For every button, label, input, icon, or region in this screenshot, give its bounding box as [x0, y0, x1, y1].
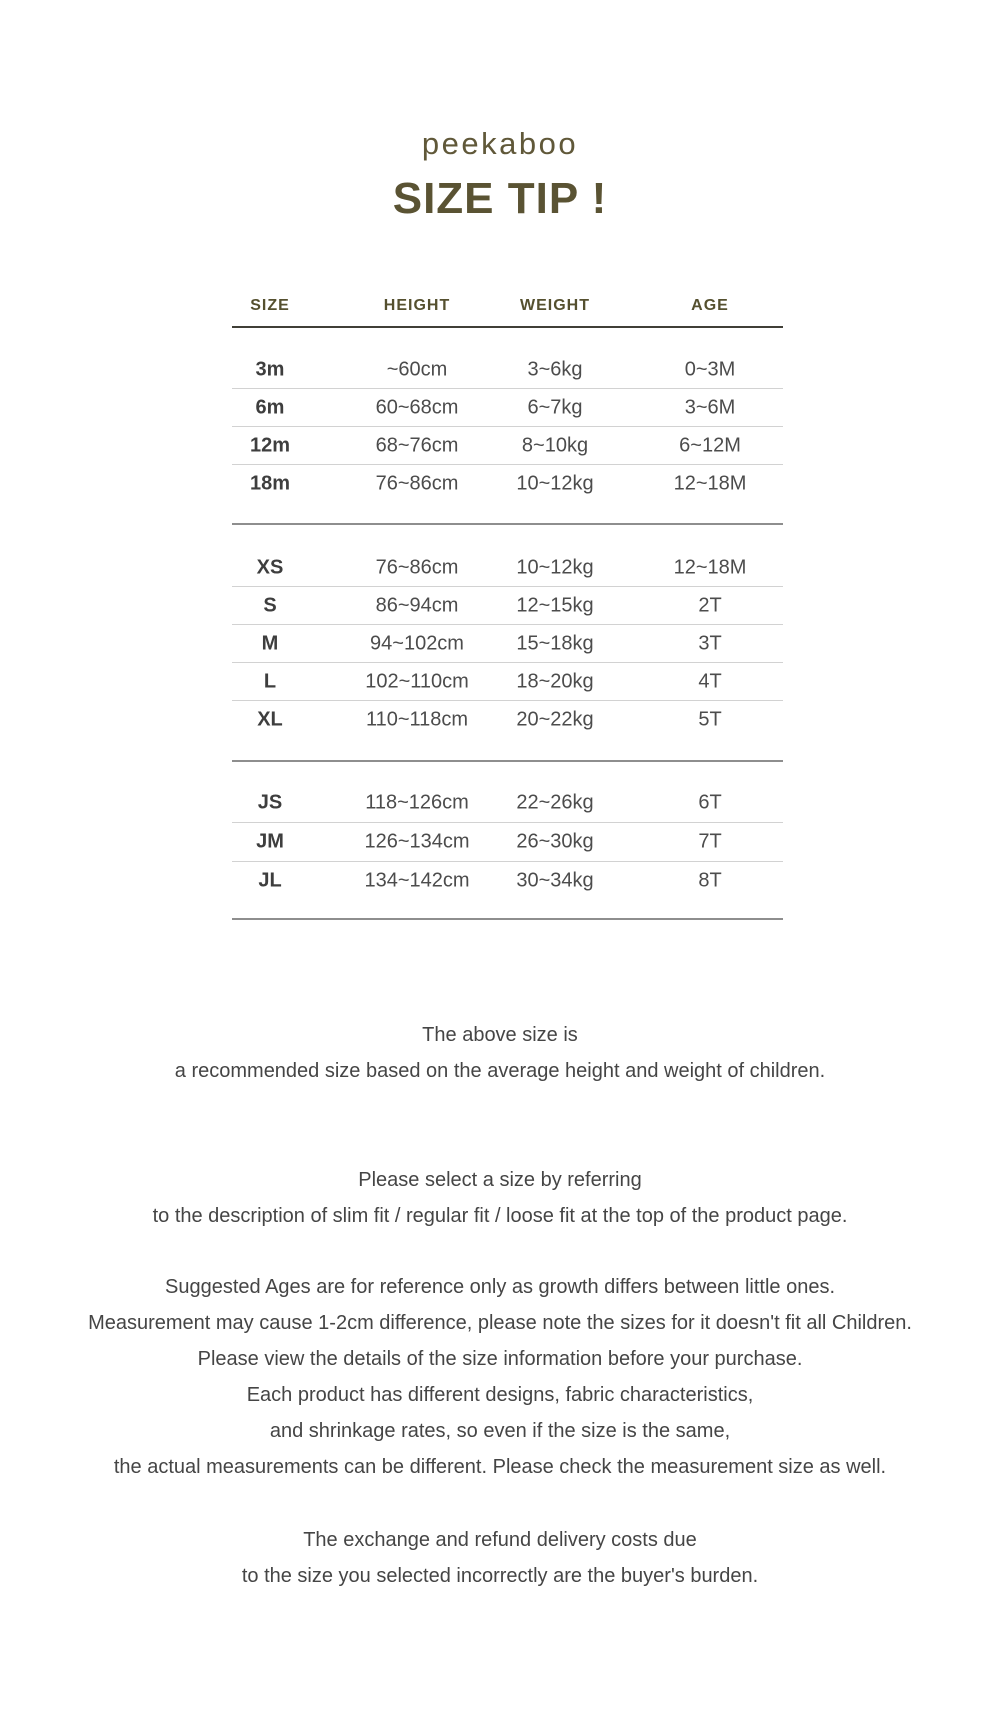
- height-cell: 110~118cm: [365, 708, 469, 730]
- height-cell: 60~68cm: [375, 396, 459, 418]
- height-cell: 126~134cm: [364, 830, 470, 853]
- table-group-3: [232, 762, 783, 900]
- note-paragraph: [0, 1017, 1000, 1089]
- table-row: [232, 549, 783, 587]
- table-body: [232, 328, 783, 920]
- size-cell: S: [263, 594, 277, 616]
- height-cell: 94~102cm: [370, 632, 464, 654]
- note-line: Please select a size by referring: [358, 1169, 642, 1191]
- note-line: The above size is: [422, 1024, 578, 1046]
- height-cell: 134~142cm: [364, 869, 470, 892]
- weight-cell: 6~7kg: [527, 396, 583, 418]
- page-title: SIZE TIP !: [392, 174, 608, 223]
- note-line: to the size you selected incorrectly are the buyer's burden.: [241, 1565, 759, 1587]
- height-cell: 118~126cm: [365, 791, 469, 814]
- table-row: [232, 351, 783, 389]
- size-cell: XL: [257, 708, 283, 730]
- note-line: Suggested Ages are for reference only as growth differs between little ones.: [164, 1276, 836, 1298]
- column-header-height: HEIGHT: [383, 297, 451, 314]
- age-cell: 8T: [698, 869, 722, 892]
- table-row: [232, 389, 783, 427]
- table-row: [232, 823, 783, 862]
- table-group-1: [232, 328, 783, 502]
- table-row: [232, 587, 783, 625]
- age-cell: 3~6M: [684, 396, 736, 418]
- age-cell: 2T: [698, 594, 722, 616]
- size-cell: JS: [257, 791, 283, 814]
- age-cell: 6T: [698, 791, 722, 814]
- size-table: [232, 286, 783, 920]
- note-line: a recommended size based on the average height and weight of children.: [174, 1060, 826, 1082]
- table-row: [232, 701, 783, 738]
- height-cell: 68~76cm: [375, 434, 459, 456]
- size-cell: 6m: [255, 396, 285, 418]
- note-paragraph: [0, 1269, 1000, 1485]
- size-cell: M: [261, 632, 279, 654]
- note-paragraph: [0, 1162, 1000, 1234]
- weight-cell: 20~22kg: [516, 708, 594, 730]
- note-paragraph: [0, 1522, 1000, 1594]
- column-header-size: SIZE: [250, 297, 290, 314]
- weight-cell: 3~6kg: [527, 358, 583, 380]
- size-cell: JM: [256, 830, 284, 853]
- table-header-row: [232, 286, 783, 328]
- height-cell: 86~94cm: [375, 594, 459, 616]
- weight-cell: 26~30kg: [516, 830, 594, 853]
- size-cell: 12m: [249, 434, 291, 456]
- age-cell: 7T: [698, 830, 722, 853]
- age-cell: 0~3M: [684, 358, 736, 380]
- note-line: and shrinkage rates, so even if the size is the same,: [269, 1420, 731, 1442]
- size-cell: L: [263, 670, 277, 692]
- section-divider: [232, 918, 783, 920]
- table-row: [232, 625, 783, 663]
- weight-cell: 30~34kg: [516, 869, 594, 892]
- table-row: [232, 427, 783, 465]
- table-row: [232, 663, 783, 701]
- weight-cell: 15~18kg: [516, 632, 594, 654]
- weight-cell: 10~12kg: [516, 472, 594, 494]
- column-header-age: AGE: [691, 297, 729, 314]
- table-row: [232, 862, 783, 900]
- note-line: Each product has different designs, fabric characteristics,: [246, 1384, 754, 1406]
- age-cell: 6~12M: [679, 434, 741, 456]
- note-line: the actual measurements can be different. Please check the measurement size as well.: [113, 1456, 887, 1478]
- age-cell: 3T: [698, 632, 722, 654]
- note-line: to the description of slim fit / regular fit / loose fit at the top of the product page.: [152, 1205, 848, 1227]
- table-row: [232, 784, 783, 823]
- height-cell: 76~86cm: [375, 472, 459, 494]
- age-cell: 4T: [698, 670, 722, 692]
- brand-logo: peekaboo: [421, 126, 579, 161]
- size-cell: 18m: [249, 472, 291, 494]
- age-cell: 12~18M: [673, 472, 747, 494]
- height-cell: 102~110cm: [365, 670, 469, 692]
- table-row: [232, 465, 783, 502]
- size-cell: JL: [258, 869, 282, 892]
- note-line: The exchange and refund delivery costs due: [303, 1529, 697, 1551]
- age-cell: 12~18M: [673, 556, 747, 578]
- column-header-weight: WEIGHT: [520, 297, 590, 314]
- notes-section: [0, 1017, 1000, 1594]
- note-line: Measurement may cause 1-2cm difference, please note the sizes for it doesn't fit all Children.: [88, 1312, 912, 1334]
- weight-cell: 12~15kg: [516, 594, 594, 616]
- age-cell: 5T: [698, 708, 722, 730]
- weight-cell: 22~26kg: [516, 791, 594, 814]
- weight-cell: 18~20kg: [516, 670, 594, 692]
- weight-cell: 8~10kg: [521, 434, 589, 456]
- weight-cell: 10~12kg: [516, 556, 594, 578]
- note-line: Please view the details of the size information before your purchase.: [197, 1348, 803, 1370]
- size-cell: 3m: [255, 358, 285, 380]
- table-group-2: [232, 525, 783, 738]
- height-cell: ~60cm: [386, 358, 448, 380]
- height-cell: 76~86cm: [375, 556, 459, 578]
- size-cell: XS: [256, 556, 284, 578]
